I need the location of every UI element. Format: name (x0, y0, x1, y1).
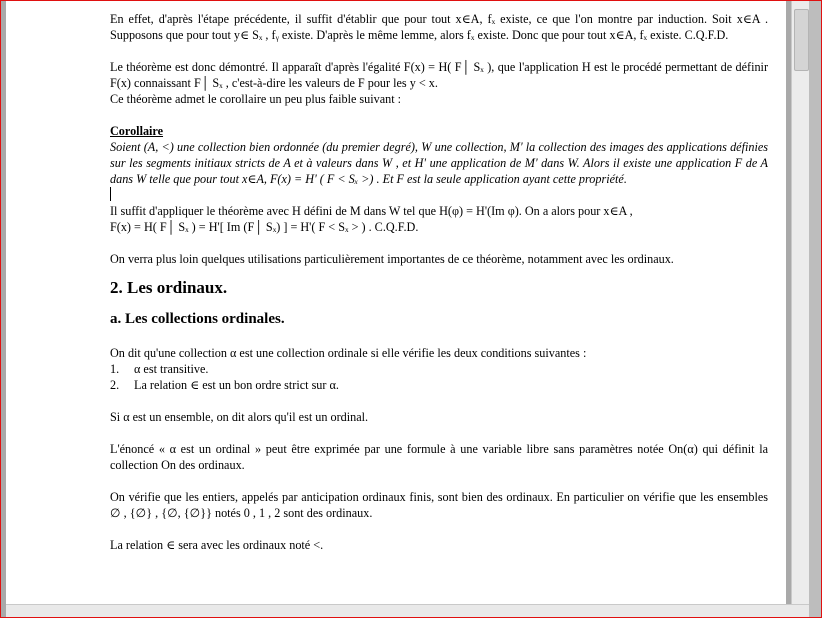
list-text: La relation ∈ est un bon ordre strict sur α. (134, 378, 339, 392)
paragraph-enonce: L'énoncé « α est un ordinal » peut être exprimée par une formule à une variable libre sans paramètres notée On(α) qui définit la collection On des ordinaux. (110, 442, 768, 472)
list-number: 1. (110, 362, 120, 376)
list-item (110, 361, 768, 377)
document-content (110, 11, 768, 553)
list-number: 2. (110, 378, 120, 392)
list-text: α est transitive. (134, 362, 209, 376)
scrollbar-thumb[interactable] (794, 9, 809, 71)
conditions-list (110, 361, 768, 393)
paragraph-ordinal-def: Si α est un ensemble, on dit alors qu'il est un ordinal. (110, 410, 369, 424)
paragraph-later-uses: On verra plus loin quelques utilisations particulièrement importantes de ce théorème, notamment avec les ordinaux. (110, 252, 674, 266)
paragraph-induction: En effet, d'après l'étape précédente, il suffit d'établir que pour tout x∈A, fₓ existe, ce que l'on montre par induction. Soit x∈A . Supposons que pour tout y∈ Sₓ , fᵧ existe. D'après le même lemme, alors fₓ existe. Donc que pour tout x∈A, fₓ existe. C.Q.F.D. (110, 12, 768, 42)
paragraph-proof-line1: Il suffit d'appliquer le théorème avec H défini de M dans W tel que H(φ) = H'(Im φ). On a alors pour x∈A , (110, 204, 633, 218)
corollary-title: Corollaire (110, 124, 164, 138)
window-edge (809, 1, 821, 617)
list-item (110, 377, 768, 393)
paragraph-proof-line2: F(x) = H( F│ Sₓ ) = H'[ Im (F│ Sₓ) ] = H'( F < Sₓ > ) . C.Q.F.D. (110, 220, 419, 234)
heading-ordinaux: 2. Les ordinaux. (110, 278, 228, 297)
paragraph-finite-ordinals: On vérifie que les entiers, appelés par anticipation ordinaux finis, sont bien des ordinaux. En particulier on vérifie que les ensembles ∅ , {∅} , {∅, {∅}} notés 0 , 1 , 2 sont des ordinaux. (110, 490, 768, 520)
corollary-body: Soient (A, <) une collection bien ordonnée (du premier degré), W une collection, M' la collection des images des applications définies sur les segments initiaux stricts de A et à valeurs dans W , et H' une application de M' dans W. Alors il existe une application F de A dans W telle que pour tout x∈A, F(x) = H' ( F < Sₓ >) . Et F est la seule application ayant cette propriété. (110, 140, 768, 186)
document-page[interactable] (6, 1, 786, 604)
text-cursor-line (110, 187, 768, 203)
heading-collections-ordinales: a. Les collections ordinales. (110, 311, 285, 327)
paragraph-relation: La relation ∈ sera avec les ordinaux noté <. (110, 538, 324, 552)
horizontal-scrollbar[interactable] (6, 604, 809, 618)
paragraph-definition-intro: On dit qu'une collection α est une collection ordinale si elle vérifie les deux conditions suivantes : (110, 346, 587, 360)
paragraph-corollary-intro: Ce théorème admet le corollaire un peu plus faible suivant : (110, 92, 402, 106)
vertical-scrollbar[interactable] (791, 1, 810, 604)
text-cursor (110, 187, 111, 201)
paragraph-theorem-proven: Le théorème est donc démontré. Il apparaît d'après l'égalité F(x) = H( F│ Sₓ ), que l'application H est le procédé permettant de définir F(x) connaissant F│ Sₓ , c'est-à-dire les valeurs de F pour les y < x. (110, 60, 768, 90)
